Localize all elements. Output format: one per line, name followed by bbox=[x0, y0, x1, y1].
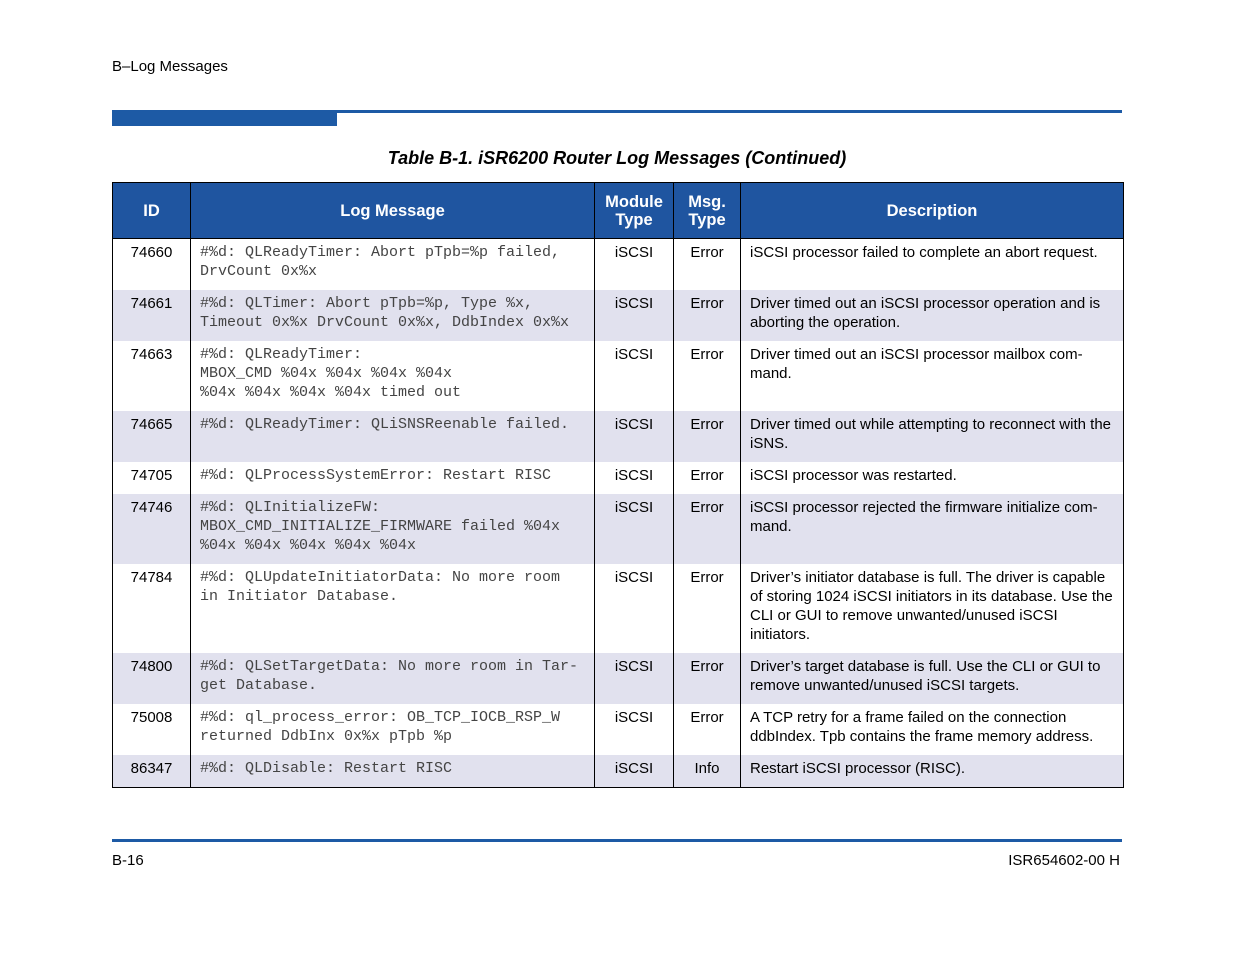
msg-type-cell: Error bbox=[674, 290, 741, 341]
description-cell: A TCP retry for a frame failed on the connection ddbIndex. Tpb contains the frame memory address. bbox=[741, 704, 1124, 755]
table-row bbox=[113, 755, 1124, 788]
msg-type-cell: Error bbox=[674, 411, 741, 462]
table-header-row bbox=[113, 183, 1124, 239]
description-cell: iSCSI processor failed to complete an abort request. bbox=[741, 239, 1124, 291]
column-header-msg-type: Msg. Type bbox=[674, 183, 741, 239]
id-cell: 74746 bbox=[113, 494, 191, 564]
msg-type-cell: Error bbox=[674, 462, 741, 494]
page-number: B-16 bbox=[112, 852, 144, 869]
module-type-cell: iSCSI bbox=[595, 755, 674, 788]
table-row bbox=[113, 411, 1124, 462]
module-type-cell: iSCSI bbox=[595, 341, 674, 411]
description-cell: iSCSI processor was restarted. bbox=[741, 462, 1124, 494]
description-cell: Driver’s target database is full. Use the CLI or GUI to remove unwanted/unused iSCSI targets. bbox=[741, 653, 1124, 704]
module-type-cell: iSCSI bbox=[595, 239, 674, 291]
log-message-cell: #%d: QLUpdateInitiatorData: No more room in Initiator Database. bbox=[191, 564, 595, 653]
table-row bbox=[113, 704, 1124, 755]
module-type-cell: iSCSI bbox=[595, 653, 674, 704]
id-cell: 74665 bbox=[113, 411, 191, 462]
log-message-cell: #%d: QLReadyTimer: QLiSNSReenable failed. bbox=[191, 411, 595, 462]
module-type-cell: iSCSI bbox=[595, 462, 674, 494]
footer-rule bbox=[112, 839, 1122, 842]
msg-type-cell: Error bbox=[674, 653, 741, 704]
header-rule-accent-block bbox=[112, 110, 337, 126]
table-caption: Table B-1. iSR6200 Router Log Messages (Continued) bbox=[387, 148, 847, 168]
table-row bbox=[113, 494, 1124, 564]
msg-type-cell: Error bbox=[674, 341, 741, 411]
table-row bbox=[113, 462, 1124, 494]
document-number: ISR654602-00 H bbox=[1008, 852, 1120, 869]
module-type-cell: iSCSI bbox=[595, 411, 674, 462]
id-cell: 74663 bbox=[113, 341, 191, 411]
description-cell: Driver timed out while attempting to reconnect with the iSNS. bbox=[741, 411, 1124, 462]
msg-type-cell: Error bbox=[674, 239, 741, 291]
msg-type-cell: Info bbox=[674, 755, 741, 788]
table-row bbox=[113, 290, 1124, 341]
log-message-cell: #%d: QLDisable: Restart RISC bbox=[191, 755, 595, 788]
id-cell: 74784 bbox=[113, 564, 191, 653]
table-row bbox=[113, 239, 1124, 291]
column-header-id: ID bbox=[113, 183, 191, 239]
table-body bbox=[113, 239, 1124, 788]
module-type-cell: iSCSI bbox=[595, 704, 674, 755]
module-type-cell: iSCSI bbox=[595, 494, 674, 564]
module-type-cell: iSCSI bbox=[595, 564, 674, 653]
table-row bbox=[113, 564, 1124, 653]
log-message-cell: #%d: QLInitializeFW: MBOX_CMD_INITIALIZE_FIRMWARE failed %04x %04x %04x %04x %04x %04x bbox=[191, 494, 595, 564]
msg-type-cell: Error bbox=[674, 494, 741, 564]
running-head: B–Log Messages bbox=[112, 58, 228, 75]
id-cell: 74660 bbox=[113, 239, 191, 291]
column-header-description: Description bbox=[741, 183, 1124, 239]
id-cell: 74661 bbox=[113, 290, 191, 341]
log-messages-table bbox=[112, 182, 1124, 788]
table-row bbox=[113, 653, 1124, 704]
msg-type-cell: Error bbox=[674, 704, 741, 755]
log-message-cell: #%d: ql_process_error: OB_TCP_IOCB_RSP_W returned DdbInx 0x%x pTpb %p bbox=[191, 704, 595, 755]
table-row bbox=[113, 341, 1124, 411]
log-message-cell: #%d: QLTimer: Abort pTpb=%p, Type %x, Timeout 0x%x DrvCount 0x%x, DdbIndex 0x%x bbox=[191, 290, 595, 341]
log-message-cell: #%d: QLReadyTimer: MBOX_CMD %04x %04x %04x %04x %04x %04x %04x %04x timed out bbox=[191, 341, 595, 411]
description-cell: iSCSI processor rejected the firmware initialize com- mand. bbox=[741, 494, 1124, 564]
column-header-log-message: Log Message bbox=[191, 183, 595, 239]
column-header-module-type: Module Type bbox=[595, 183, 674, 239]
description-cell: Driver timed out an iSCSI processor operation and is aborting the operation. bbox=[741, 290, 1124, 341]
id-cell: 86347 bbox=[113, 755, 191, 788]
id-cell: 74705 bbox=[113, 462, 191, 494]
log-message-cell: #%d: QLProcessSystemError: Restart RISC bbox=[191, 462, 595, 494]
log-message-cell: #%d: QLSetTargetData: No more room in Tar- get Database. bbox=[191, 653, 595, 704]
module-type-cell: iSCSI bbox=[595, 290, 674, 341]
id-cell: 74800 bbox=[113, 653, 191, 704]
description-cell: Driver timed out an iSCSI processor mailbox com- mand. bbox=[741, 341, 1124, 411]
id-cell: 75008 bbox=[113, 704, 191, 755]
description-cell: Driver’s initiator database is full. The driver is capable of storing 1024 iSCSI initiators in its database. Use the CLI or GUI to remove unwanted/unused iSCSI initiators. bbox=[741, 564, 1124, 653]
msg-type-cell: Error bbox=[674, 564, 741, 653]
log-message-cell: #%d: QLReadyTimer: Abort pTpb=%p failed, DrvCount 0x%x bbox=[191, 239, 595, 291]
description-cell: Restart iSCSI processor (RISC). bbox=[741, 755, 1124, 788]
